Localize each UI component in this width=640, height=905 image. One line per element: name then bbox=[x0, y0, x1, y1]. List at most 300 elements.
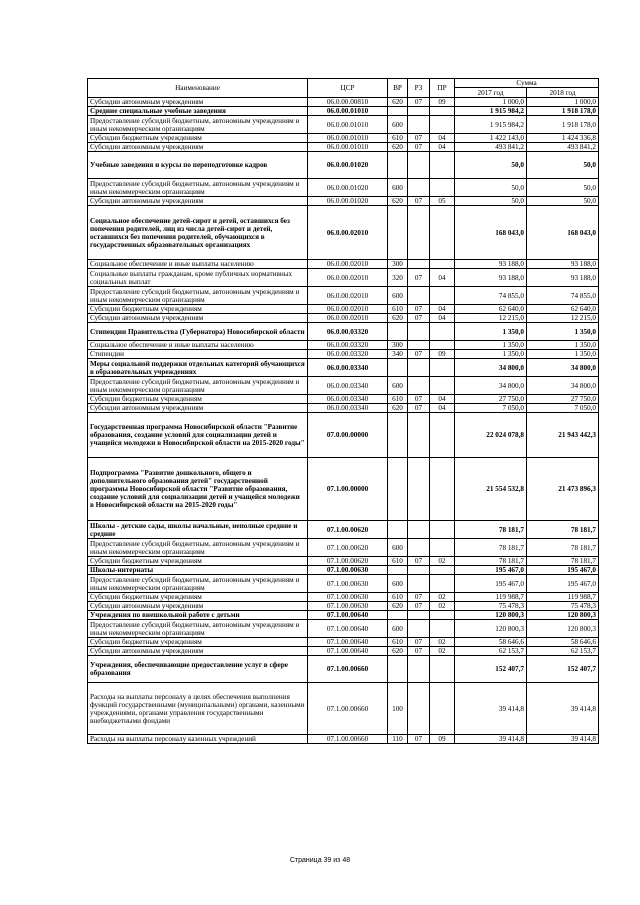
row-csr: 06.0.00.03320 bbox=[308, 323, 388, 341]
row-csr: 06.0.00.01010 bbox=[308, 134, 388, 143]
row-vr bbox=[388, 521, 408, 539]
row-csr: 07.1.00.00630 bbox=[308, 566, 388, 575]
row-name: Подпрограмма "Развитие дошкольного, общего и дополнительного образования детей" государственной программы Новосибирской области "Развитие образования, создание условий для социализации детей и учащейся молодежи в Новосибирской области на 2015-2020 годы" bbox=[88, 458, 308, 521]
row-pr: 04 bbox=[430, 143, 455, 152]
row-sum-2017: 34 800,0 bbox=[455, 377, 527, 395]
row-rz bbox=[408, 539, 430, 557]
row-vr bbox=[388, 323, 408, 341]
row-rz bbox=[408, 413, 430, 458]
row-sum-2017: 78 181,7 bbox=[455, 521, 527, 539]
row-name: Стипендии Правительства (Губернатора) Новосибирской области bbox=[88, 323, 308, 341]
table-row bbox=[88, 269, 599, 287]
row-sum-2018: 50,0 bbox=[527, 197, 599, 206]
row-name: Стипендии bbox=[88, 350, 308, 359]
row-rz: 07 bbox=[408, 602, 430, 611]
row-name: Субсидии бюджетным учреждениям bbox=[88, 638, 308, 647]
row-pr bbox=[430, 575, 455, 593]
row-csr: 07.1.00.00630 bbox=[308, 575, 388, 593]
row-vr: 320 bbox=[388, 269, 408, 287]
row-vr: 110 bbox=[388, 735, 408, 744]
row-pr bbox=[430, 377, 455, 395]
row-pr bbox=[430, 413, 455, 458]
row-rz bbox=[408, 458, 430, 521]
row-rz bbox=[408, 521, 430, 539]
row-sum-2017: 50,0 bbox=[455, 179, 527, 197]
row-sum-2017: 39 414,8 bbox=[455, 735, 527, 744]
row-sum-2017: 119 988,7 bbox=[455, 593, 527, 602]
row-rz bbox=[408, 377, 430, 395]
row-sum-2018: 50,0 bbox=[527, 152, 599, 179]
row-sum-2018: 27 750,0 bbox=[527, 395, 599, 404]
table-row bbox=[88, 143, 599, 152]
row-sum-2018: 493 841,2 bbox=[527, 143, 599, 152]
row-vr: 610 bbox=[388, 395, 408, 404]
budget-table bbox=[87, 78, 599, 744]
row-sum-2018: 34 800,0 bbox=[527, 377, 599, 395]
row-pr bbox=[430, 206, 455, 260]
row-name: Субсидии автономным учреждениям bbox=[88, 647, 308, 656]
row-sum-2017: 1 915 984,2 bbox=[455, 107, 527, 116]
table-row bbox=[88, 314, 599, 323]
row-rz: 07 bbox=[408, 593, 430, 602]
row-csr: 06.0.00.02010 bbox=[308, 269, 388, 287]
row-rz: 07 bbox=[408, 557, 430, 566]
row-vr: 340 bbox=[388, 350, 408, 359]
row-sum-2018: 50,0 bbox=[527, 179, 599, 197]
row-sum-2017: 58 646,6 bbox=[455, 638, 527, 647]
row-sum-2018: 1 000,0 bbox=[527, 98, 599, 107]
row-name: Государственная программа Новосибирской области "Развитие образования, создание условий для социализации детей и учащейся молодежи в Новосибирской области на 2015-2020 годы" bbox=[88, 413, 308, 458]
row-pr bbox=[430, 116, 455, 134]
row-rz: 07 bbox=[408, 197, 430, 206]
row-sum-2017: 93 188,0 bbox=[455, 269, 527, 287]
row-sum-2018: 58 646,6 bbox=[527, 638, 599, 647]
table-row bbox=[88, 323, 599, 341]
row-sum-2018: 93 188,0 bbox=[527, 269, 599, 287]
table-row bbox=[88, 134, 599, 143]
row-vr: 610 bbox=[388, 557, 408, 566]
row-sum-2018: 93 188,0 bbox=[527, 260, 599, 269]
table-header bbox=[88, 79, 599, 98]
table-row bbox=[88, 413, 599, 458]
row-pr: 02 bbox=[430, 593, 455, 602]
row-pr: 04 bbox=[430, 269, 455, 287]
row-csr: 07.1.00.00640 bbox=[308, 647, 388, 656]
row-csr: 06.0.00.03340 bbox=[308, 359, 388, 377]
row-vr: 600 bbox=[388, 539, 408, 557]
table-row bbox=[88, 305, 599, 314]
row-sum-2017: 493 841,2 bbox=[455, 143, 527, 152]
row-name: Учреждения по внешкольной работе с детьми bbox=[88, 611, 308, 620]
row-pr bbox=[430, 656, 455, 683]
row-csr: 07.1.00.00660 bbox=[308, 683, 388, 735]
row-sum-2017: 1 915 984,2 bbox=[455, 116, 527, 134]
row-name: Субсидии автономным учреждениям bbox=[88, 143, 308, 152]
row-pr bbox=[430, 359, 455, 377]
table-row bbox=[88, 341, 599, 350]
row-sum-2018: 1 918 178,0 bbox=[527, 107, 599, 116]
row-sum-2018: 34 800,0 bbox=[527, 359, 599, 377]
row-name: Субсидии бюджетным учреждениям bbox=[88, 134, 308, 143]
row-name: Социальное обеспечение и иные выплаты населению bbox=[88, 260, 308, 269]
row-csr: 06.0.00.03320 bbox=[308, 341, 388, 350]
table-row bbox=[88, 620, 599, 638]
row-pr: 09 bbox=[430, 98, 455, 107]
row-csr: 06.0.00.01020 bbox=[308, 152, 388, 179]
row-sum-2017: 195 467,0 bbox=[455, 566, 527, 575]
row-sum-2017: 74 855,0 bbox=[455, 287, 527, 305]
page-number: Страница 39 из 48 bbox=[289, 857, 351, 864]
row-sum-2018: 1 350,0 bbox=[527, 350, 599, 359]
row-sum-2018: 1 918 178,0 bbox=[527, 116, 599, 134]
row-rz bbox=[408, 566, 430, 575]
row-rz bbox=[408, 323, 430, 341]
row-pr: 02 bbox=[430, 647, 455, 656]
row-name: Предоставление субсидий бюджетным, автономным учреждениям и иным некоммерческим организациям bbox=[88, 377, 308, 395]
table-row bbox=[88, 404, 599, 413]
row-pr: 04 bbox=[430, 134, 455, 143]
row-rz bbox=[408, 341, 430, 350]
row-rz: 07 bbox=[408, 395, 430, 404]
table-row bbox=[88, 98, 599, 107]
row-sum-2018: 1 350,0 bbox=[527, 341, 599, 350]
row-sum-2018: 78 181,7 bbox=[527, 539, 599, 557]
header-year-2017: 2017 год bbox=[455, 88, 527, 98]
row-sum-2017: 21 554 532,8 bbox=[455, 458, 527, 521]
row-sum-2017: 27 750,0 bbox=[455, 395, 527, 404]
row-rz bbox=[408, 575, 430, 593]
row-vr bbox=[388, 413, 408, 458]
row-sum-2017: 7 050,0 bbox=[455, 404, 527, 413]
row-pr bbox=[430, 521, 455, 539]
row-pr: 04 bbox=[430, 314, 455, 323]
row-name: Меры социальной поддержки отдельных категорий обучающихся в образовательных учреждениях bbox=[88, 359, 308, 377]
row-vr: 600 bbox=[388, 116, 408, 134]
row-sum-2018: 78 181,7 bbox=[527, 557, 599, 566]
row-csr: 06.0.00.01010 bbox=[308, 143, 388, 152]
row-vr: 600 bbox=[388, 377, 408, 395]
row-sum-2017: 1 350,0 bbox=[455, 323, 527, 341]
row-rz: 07 bbox=[408, 350, 430, 359]
row-csr: 06.0.00.03320 bbox=[308, 350, 388, 359]
header-year-2018: 2018 год bbox=[527, 88, 599, 98]
table-row bbox=[88, 638, 599, 647]
row-vr: 600 bbox=[388, 179, 408, 197]
row-pr bbox=[430, 341, 455, 350]
row-name: Субсидии автономным учреждениям bbox=[88, 404, 308, 413]
table-row bbox=[88, 656, 599, 683]
row-pr bbox=[430, 683, 455, 735]
row-vr: 100 bbox=[388, 683, 408, 735]
row-pr: 02 bbox=[430, 638, 455, 647]
row-name: Субсидии бюджетным учреждениям bbox=[88, 593, 308, 602]
row-sum-2017: 78 181,7 bbox=[455, 557, 527, 566]
row-csr: 06.0.00.01020 bbox=[308, 179, 388, 197]
row-pr: 05 bbox=[430, 197, 455, 206]
row-vr: 610 bbox=[388, 305, 408, 314]
table-row bbox=[88, 539, 599, 557]
row-vr: 620 bbox=[388, 314, 408, 323]
row-csr: 07.1.00.00630 bbox=[308, 593, 388, 602]
row-csr: 07.1.00.00640 bbox=[308, 638, 388, 647]
row-name: Субсидии автономным учреждениям bbox=[88, 314, 308, 323]
row-csr: 07.1.00.00620 bbox=[308, 539, 388, 557]
table-row bbox=[88, 521, 599, 539]
row-csr: 06.0.00.02010 bbox=[308, 206, 388, 260]
row-csr: 07.0.00.00000 bbox=[308, 413, 388, 458]
row-vr bbox=[388, 107, 408, 116]
row-pr bbox=[430, 458, 455, 521]
row-sum-2017: 1 350,0 bbox=[455, 341, 527, 350]
row-rz bbox=[408, 359, 430, 377]
table-row bbox=[88, 566, 599, 575]
row-sum-2018: 1 424 336,8 bbox=[527, 134, 599, 143]
row-name: Школы - детские сады, школы начальные, неполные средние и средние bbox=[88, 521, 308, 539]
row-csr: 06.0.00.01010 bbox=[308, 116, 388, 134]
row-sum-2017: 1 000,0 bbox=[455, 98, 527, 107]
row-sum-2018: 168 043,0 bbox=[527, 206, 599, 260]
row-sum-2018: 120 800,3 bbox=[527, 620, 599, 638]
row-rz bbox=[408, 179, 430, 197]
row-name: Субсидии бюджетным учреждениям bbox=[88, 557, 308, 566]
row-vr: 620 bbox=[388, 647, 408, 656]
table-row bbox=[88, 683, 599, 735]
row-csr: 06.0.00.01020 bbox=[308, 197, 388, 206]
row-rz: 07 bbox=[408, 98, 430, 107]
row-sum-2017: 75 478,3 bbox=[455, 602, 527, 611]
row-csr: 06.0.00.01010 bbox=[308, 107, 388, 116]
row-pr bbox=[430, 620, 455, 638]
row-name: Субсидии автономным учреждениям bbox=[88, 197, 308, 206]
table-row bbox=[88, 107, 599, 116]
row-name: Субсидии бюджетным учреждениям bbox=[88, 395, 308, 404]
row-sum-2018: 74 855,0 bbox=[527, 287, 599, 305]
row-vr: 300 bbox=[388, 341, 408, 350]
row-sum-2017: 62 153,7 bbox=[455, 647, 527, 656]
row-rz bbox=[408, 620, 430, 638]
row-name: Расходы на выплаты персоналу казенных учреждений bbox=[88, 735, 308, 744]
row-sum-2017: 120 800,3 bbox=[455, 611, 527, 620]
row-pr bbox=[430, 566, 455, 575]
row-rz bbox=[408, 611, 430, 620]
row-csr: 06.0.00.02010 bbox=[308, 287, 388, 305]
row-sum-2017: 78 181,7 bbox=[455, 539, 527, 557]
row-name: Предоставление субсидий бюджетным, автономным учреждениям и иным некоммерческим организациям bbox=[88, 287, 308, 305]
row-rz: 07 bbox=[408, 134, 430, 143]
row-name: Школы-интернаты bbox=[88, 566, 308, 575]
table-row bbox=[88, 735, 599, 744]
row-pr bbox=[430, 260, 455, 269]
header-csr: ЦСР bbox=[308, 79, 388, 98]
row-rz: 07 bbox=[408, 314, 430, 323]
row-csr: 07.1.00.00660 bbox=[308, 656, 388, 683]
row-vr bbox=[388, 611, 408, 620]
row-pr: 02 bbox=[430, 557, 455, 566]
row-pr: 09 bbox=[430, 735, 455, 744]
row-sum-2017: 22 024 078,8 bbox=[455, 413, 527, 458]
row-csr: 06.0.00.03340 bbox=[308, 377, 388, 395]
row-sum-2017: 152 407,7 bbox=[455, 656, 527, 683]
row-name: Субсидии бюджетным учреждениям bbox=[88, 305, 308, 314]
row-sum-2017: 93 188,0 bbox=[455, 260, 527, 269]
row-pr bbox=[430, 107, 455, 116]
row-vr: 620 bbox=[388, 404, 408, 413]
header-vr: ВР bbox=[388, 79, 408, 98]
row-rz bbox=[408, 116, 430, 134]
table-row bbox=[88, 152, 599, 179]
row-sum-2018: 62 153,7 bbox=[527, 647, 599, 656]
row-rz: 07 bbox=[408, 735, 430, 744]
row-csr: 07.1.00.00640 bbox=[308, 620, 388, 638]
row-sum-2017: 195 467,0 bbox=[455, 575, 527, 593]
row-pr: 09 bbox=[430, 350, 455, 359]
table-row bbox=[88, 647, 599, 656]
row-name: Предоставление субсидий бюджетным, автономным учреждениям и иным некоммерческим организациям bbox=[88, 575, 308, 593]
row-rz: 07 bbox=[408, 269, 430, 287]
row-vr bbox=[388, 206, 408, 260]
row-csr: 06.0.00.03340 bbox=[308, 395, 388, 404]
row-sum-2017: 39 414,8 bbox=[455, 683, 527, 735]
row-sum-2018: 119 988,7 bbox=[527, 593, 599, 602]
row-vr: 620 bbox=[388, 98, 408, 107]
row-name: Предоставление субсидий бюджетным, автономным учреждениям и иным некоммерческим организациям bbox=[88, 116, 308, 134]
row-rz bbox=[408, 260, 430, 269]
row-name: Предоставление субсидий бюджетным, автономным учреждениям и иным некоммерческим организациям bbox=[88, 179, 308, 197]
row-sum-2017: 12 215,0 bbox=[455, 314, 527, 323]
row-name: Учреждения, обеспечивающие предоставление услуг в сфере образования bbox=[88, 656, 308, 683]
row-sum-2017: 1 422 143,0 bbox=[455, 134, 527, 143]
row-csr: 07.1.00.00630 bbox=[308, 602, 388, 611]
row-pr: 04 bbox=[430, 305, 455, 314]
row-vr: 620 bbox=[388, 197, 408, 206]
row-sum-2018: 7 050,0 bbox=[527, 404, 599, 413]
row-sum-2017: 50,0 bbox=[455, 197, 527, 206]
table-row bbox=[88, 359, 599, 377]
row-csr: 06.0.00.03340 bbox=[308, 404, 388, 413]
row-csr: 06.0.00.00810 bbox=[308, 98, 388, 107]
row-name: Учебные заведения и курсы по переподготовке кадров bbox=[88, 152, 308, 179]
row-name: Расходы на выплаты персоналу в целях обеспечения выполнения функций государственными (муниципальными) органами, казенными учреждениями, органами управления государственными внебюджетными фондами bbox=[88, 683, 308, 735]
row-sum-2017: 34 800,0 bbox=[455, 359, 527, 377]
row-sum-2018: 195 467,0 bbox=[527, 575, 599, 593]
row-sum-2018: 120 800,3 bbox=[527, 611, 599, 620]
row-sum-2018: 12 215,0 bbox=[527, 314, 599, 323]
header-pr: ПР bbox=[430, 79, 455, 98]
row-csr: 07.1.00.00620 bbox=[308, 557, 388, 566]
row-rz: 07 bbox=[408, 404, 430, 413]
row-sum-2017: 1 350,0 bbox=[455, 350, 527, 359]
row-sum-2018: 39 414,8 bbox=[527, 735, 599, 744]
row-rz: 07 bbox=[408, 638, 430, 647]
row-sum-2018: 39 414,8 bbox=[527, 683, 599, 735]
row-vr: 600 bbox=[388, 287, 408, 305]
row-vr bbox=[388, 566, 408, 575]
row-pr: 04 bbox=[430, 395, 455, 404]
table-row bbox=[88, 179, 599, 197]
table-row bbox=[88, 395, 599, 404]
row-vr: 620 bbox=[388, 602, 408, 611]
row-csr: 06.0.00.02010 bbox=[308, 305, 388, 314]
table-row bbox=[88, 602, 599, 611]
row-csr: 06.0.00.02010 bbox=[308, 314, 388, 323]
row-sum-2018: 75 478,3 bbox=[527, 602, 599, 611]
table-row bbox=[88, 206, 599, 260]
row-csr: 07.1.00.00660 bbox=[308, 735, 388, 744]
row-rz bbox=[408, 683, 430, 735]
row-rz bbox=[408, 287, 430, 305]
row-rz: 07 bbox=[408, 647, 430, 656]
header-sum: Сумма bbox=[455, 79, 599, 88]
row-pr: 02 bbox=[430, 602, 455, 611]
row-csr: 06.0.00.02010 bbox=[308, 260, 388, 269]
row-sum-2017: 62 640,0 bbox=[455, 305, 527, 314]
row-name: Социальное обеспечение и иные выплаты населению bbox=[88, 341, 308, 350]
table-row bbox=[88, 260, 599, 269]
table-row bbox=[88, 377, 599, 395]
row-vr: 610 bbox=[388, 134, 408, 143]
row-vr bbox=[388, 152, 408, 179]
row-rz bbox=[408, 152, 430, 179]
row-name: Субсидии автономным учреждениям bbox=[88, 602, 308, 611]
row-sum-2018: 21 943 442,3 bbox=[527, 413, 599, 458]
row-csr: 07.1.00.00620 bbox=[308, 521, 388, 539]
row-vr: 610 bbox=[388, 638, 408, 647]
row-pr bbox=[430, 539, 455, 557]
row-sum-2017: 50,0 bbox=[455, 152, 527, 179]
table-row bbox=[88, 458, 599, 521]
row-pr: 04 bbox=[430, 404, 455, 413]
row-name: Субсидии автономным учреждениям bbox=[88, 98, 308, 107]
table-row bbox=[88, 287, 599, 305]
row-sum-2018: 78 181,7 bbox=[527, 521, 599, 539]
row-name: Предоставление субсидий бюджетным, автономным учреждениям и иным некоммерческим организациям bbox=[88, 620, 308, 638]
row-rz bbox=[408, 107, 430, 116]
row-vr: 600 bbox=[388, 620, 408, 638]
row-vr: 600 bbox=[388, 575, 408, 593]
table-row bbox=[88, 557, 599, 566]
table-row bbox=[88, 611, 599, 620]
row-name: Предоставление субсидий бюджетным, автономным учреждениям и иным некоммерческим организациям bbox=[88, 539, 308, 557]
row-vr bbox=[388, 458, 408, 521]
header-rz: РЗ bbox=[408, 79, 430, 98]
row-rz: 07 bbox=[408, 305, 430, 314]
row-sum-2017: 120 800,3 bbox=[455, 620, 527, 638]
row-vr: 620 bbox=[388, 143, 408, 152]
row-vr: 610 bbox=[388, 593, 408, 602]
row-pr bbox=[430, 152, 455, 179]
row-vr bbox=[388, 359, 408, 377]
row-sum-2018: 1 350,0 bbox=[527, 323, 599, 341]
row-sum-2018: 21 473 896,3 bbox=[527, 458, 599, 521]
row-vr: 300 bbox=[388, 260, 408, 269]
table-body bbox=[88, 98, 599, 744]
row-sum-2017: 168 043,0 bbox=[455, 206, 527, 260]
table-row bbox=[88, 116, 599, 134]
row-vr bbox=[388, 656, 408, 683]
row-name: Социальное обеспечение детей-сирот и детей, оставшихся без попечения родителей, лиц из числа детей-сирот и детей, оставшихся без попечения родителей, обучающихся в государственных образовательных организациях bbox=[88, 206, 308, 260]
row-csr: 07.1.00.00640 bbox=[308, 611, 388, 620]
row-rz: 07 bbox=[408, 143, 430, 152]
table-row bbox=[88, 575, 599, 593]
row-name: Средние специальные учебные заведения bbox=[88, 107, 308, 116]
row-name: Социальные выплаты гражданам, кроме публичных нормативных социальных выплат bbox=[88, 269, 308, 287]
row-pr bbox=[430, 287, 455, 305]
row-pr bbox=[430, 179, 455, 197]
row-sum-2018: 152 407,7 bbox=[527, 656, 599, 683]
table-row bbox=[88, 350, 599, 359]
table-row bbox=[88, 593, 599, 602]
row-rz bbox=[408, 656, 430, 683]
